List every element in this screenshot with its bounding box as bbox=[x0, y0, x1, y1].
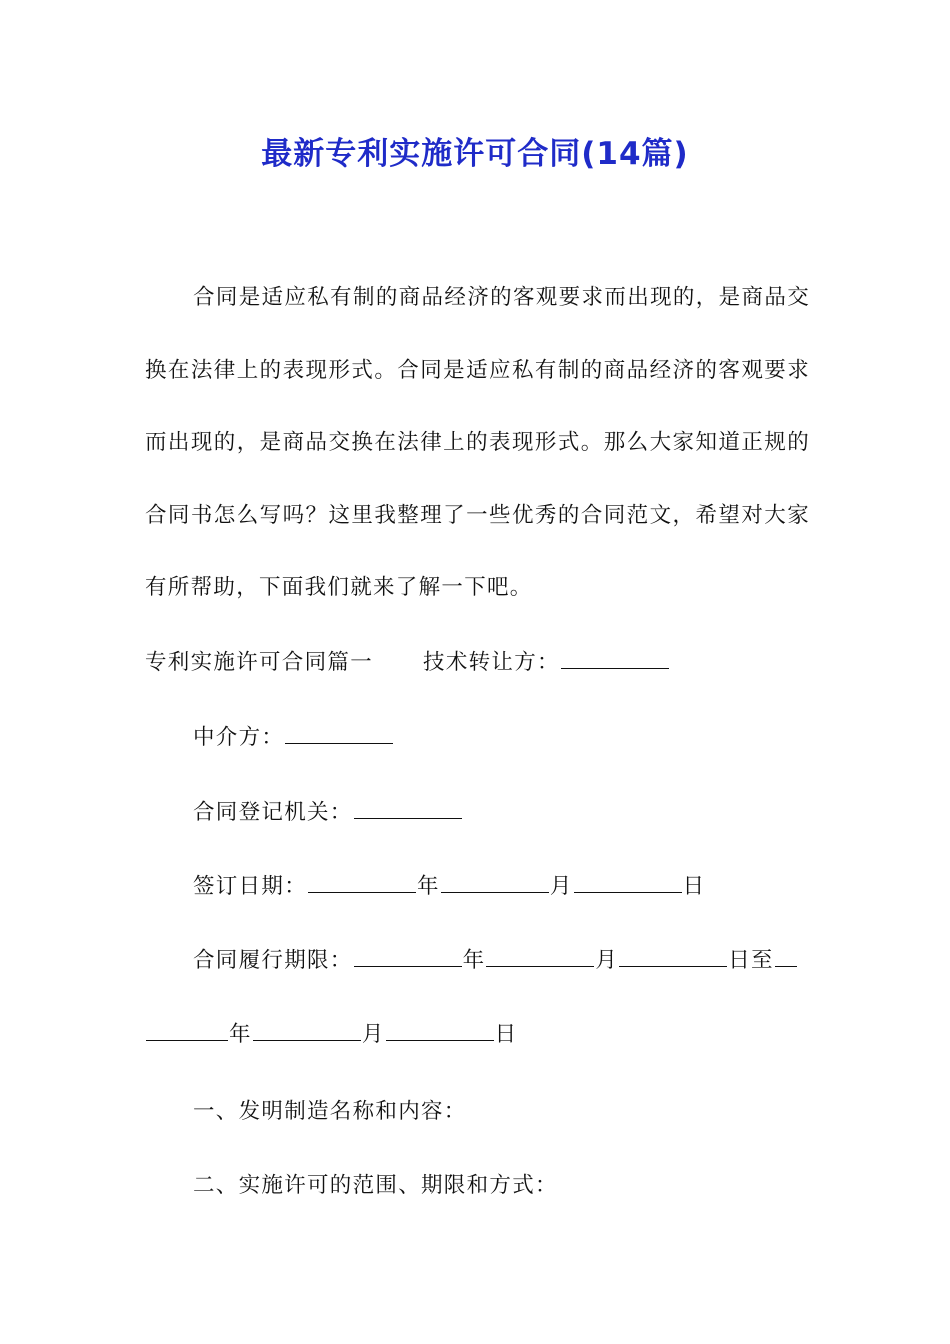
term-line-continued bbox=[145, 1017, 517, 1048]
term-start-day-unit: 日至 bbox=[728, 948, 774, 973]
sign-year-blank bbox=[308, 870, 416, 893]
intermediary-blank bbox=[285, 721, 393, 744]
transferor-label: 技术转让方： bbox=[423, 650, 560, 675]
sign-month-blank bbox=[441, 870, 549, 893]
term-start-year-blank bbox=[354, 944, 462, 967]
registry-blank bbox=[354, 796, 462, 819]
section-heading-line bbox=[145, 645, 670, 676]
intermediary-label: 中介方： bbox=[193, 725, 285, 750]
intro-paragraph: 合同是适应私有制的商品经济的客观要求而出现的，是商品交换在法律上的表现形式。合同是适应私有制的商品经济的客观要求而出现的，是商品交换在法律上的表现形式。那么大家知道正规的合同书怎么写吗？这里我整理了一些优秀的合同范文，希望对大家有所帮助，下面我们就来了解一下吧。 bbox=[145, 285, 810, 600]
sign-date-line bbox=[193, 869, 705, 900]
section-heading: 专利实施许可合同篇一 bbox=[145, 650, 374, 675]
registry-line bbox=[193, 795, 463, 826]
transferor-blank bbox=[561, 646, 669, 669]
sign-day-unit: 日 bbox=[682, 874, 706, 899]
sign-date-label: 签订日期： bbox=[193, 874, 308, 899]
term-start-day-blank bbox=[619, 944, 727, 967]
term-start-month-unit: 月 bbox=[595, 948, 619, 973]
clause-2: 二、实施许可的范围、期限和方式： bbox=[193, 1173, 558, 1198]
term-label: 合同履行期限： bbox=[193, 948, 353, 973]
term-end-month-blank bbox=[253, 1018, 361, 1041]
term-end-year-unit: 年 bbox=[229, 1022, 252, 1047]
term-end-year-blank-part1 bbox=[775, 944, 797, 967]
term-end-day-unit: 日 bbox=[494, 1022, 518, 1047]
sign-year-unit: 年 bbox=[417, 874, 440, 899]
clause-1: 一、发明制造名称和内容： bbox=[193, 1099, 467, 1124]
term-start-month-blank bbox=[486, 944, 594, 967]
sign-day-blank bbox=[574, 870, 682, 893]
term-start-year-unit: 年 bbox=[462, 948, 486, 973]
term-end-year-blank-part2 bbox=[146, 1018, 228, 1041]
intermediary-line bbox=[193, 720, 394, 751]
term-end-month-unit: 月 bbox=[361, 1022, 385, 1047]
term-line bbox=[193, 943, 798, 974]
document-title: 最新专利实施许可合同(14篇) bbox=[261, 136, 689, 172]
term-end-day-blank bbox=[386, 1018, 494, 1041]
registry-label: 合同登记机关： bbox=[193, 800, 353, 825]
sign-month-unit: 月 bbox=[549, 874, 573, 899]
